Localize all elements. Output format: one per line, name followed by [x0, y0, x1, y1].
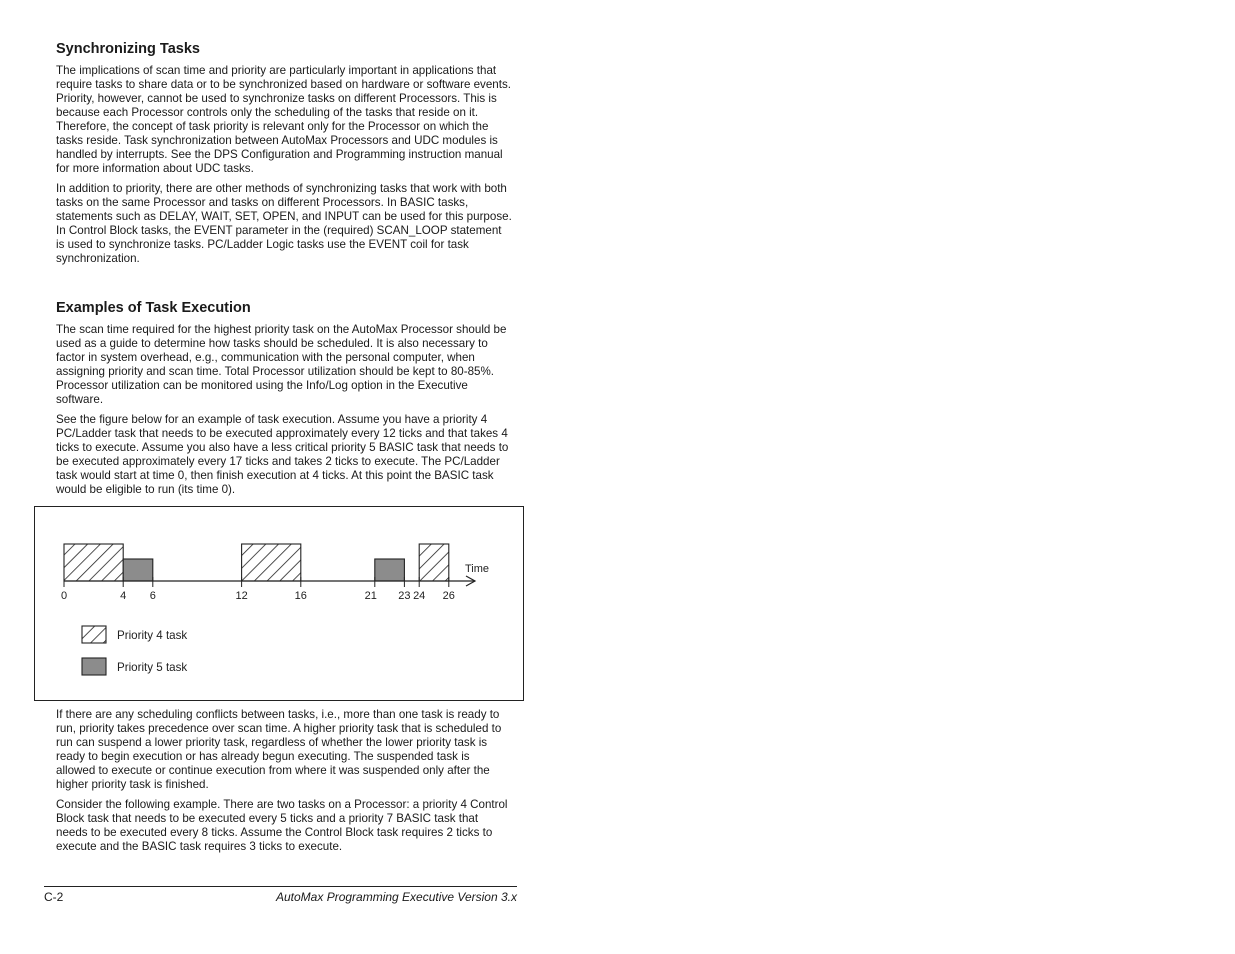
- priority-4-block: [64, 544, 123, 581]
- paragraph: If there are any scheduling conflicts between tasks, i.e., more than one task is ready to run, priority takes precedence over scan time. A higher priority task that is scheduled to run can suspend a lower priority task, regardless of whether the lower priority task is ready to begin execution or has already begun executing. The suspended task is allowed to execute or continue execution from where it was suspended only after the higher priority task is finished.: [56, 708, 502, 791]
- axis-tick-label: 4: [120, 590, 127, 602]
- paragraph: In addition to priority, there are other methods of synchronizing tasks that work with both tasks on the same Processor and tasks on different Processors. In BASIC tasks, statements such as DELAY, WAIT, SET, OPEN, and INPUT can be used for this purpose. In Control Block tasks, the EVENT parameter in the (required) SCAN_LOOP statement is used to synchronize tasks. PC/Ladder Logic tasks use the EVENT coil for task synchronization.: [56, 182, 512, 265]
- legend-label-priority-5: Priority 5 task: [117, 661, 188, 674]
- axis-tick-label: 21: [364, 590, 377, 602]
- axis-tick-label: 12: [235, 590, 248, 602]
- priority-5-block: [123, 559, 153, 581]
- axis-tick-label: 26: [442, 590, 455, 602]
- legend-swatch-priority-5: [82, 658, 106, 675]
- paragraph: Consider the following example. There are two tasks on a Processor: a priority 4 Control Block task that needs to be executed every 5 ticks and a priority 7 BASIC task that needs to be executed every 8 ticks. Assume the Control Block task requires 2 ticks to execute and the BASIC task requires 3 ticks to execute.: [56, 798, 508, 853]
- priority-4-block: [419, 544, 449, 581]
- axis-tick-label: 16: [294, 590, 307, 602]
- priority-4-block: [242, 544, 301, 581]
- axis-tick-label: 6: [149, 590, 156, 602]
- section-synchronizing: [56, 40, 512, 266]
- paragraph: The implications of scan time and priority are particularly important in applications that require tasks to share data or to be synchronized based on hardware or software events. Priority, however, cannot be used to synchronize tasks on different Processors. This is because each Processor controls only the scheduling of the tasks that reside on it. Therefore, the concept of task priority is relevant only for the Processor on which the tasks reside. Task synchronization between AutoMax Processors and UDC modules is handled by interrupts. See the DPS Configuration and Programming instruction manual for more information about UDC tasks.: [56, 64, 511, 175]
- axis-tick-label: 24: [413, 590, 426, 602]
- page-number: C-2: [44, 890, 64, 904]
- task-execution-figure: [34, 506, 524, 701]
- time-axis-label: Time: [465, 563, 490, 575]
- axis-tick-label: 23: [398, 590, 411, 602]
- priority-5-block: [375, 559, 405, 581]
- document-title: AutoMax Programming Executive Version 3.x: [276, 890, 517, 904]
- heading-examples-of-task-execution: Examples of Task Execution: [56, 300, 251, 316]
- legend-swatch-priority-4: [82, 626, 106, 643]
- heading-synchronizing-tasks: Synchronizing Tasks: [56, 41, 200, 57]
- section-examples: [56, 299, 512, 497]
- axis-tick-label: 0: [60, 590, 68, 602]
- legend-label-priority-4: Priority 4 task: [117, 629, 188, 642]
- task-timeline-svg: [35, 507, 525, 702]
- footer-rule: [44, 886, 517, 887]
- paragraph: The scan time required for the highest priority task on the AutoMax Processor should be used as a guide to determine how tasks should be scheduled. It is also necessary to factor in system overhead, e.g., communication with the personal computer, when assigning priority and scan time. Total Processor utilization should be kept to 80-85%. Processor utilization can be monitored using the Info/Log option in the Executive software.: [56, 323, 507, 406]
- paragraph: See the figure below for an example of task execution. Assume you have a priority 4 PC/Ladder task that needs to be executed approximately every 12 ticks and that takes 4 ticks to execute. Assume you also have a less critical priority 5 BASIC task that needs to be executed approximately every 17 ticks and takes 2 ticks to execute. The PC/Ladder task would start at time 0, then finish execution at 4 ticks. At this point the BASIC task would be eligible to run (its time 0).: [56, 413, 509, 496]
- section-examples-continued: [56, 708, 512, 854]
